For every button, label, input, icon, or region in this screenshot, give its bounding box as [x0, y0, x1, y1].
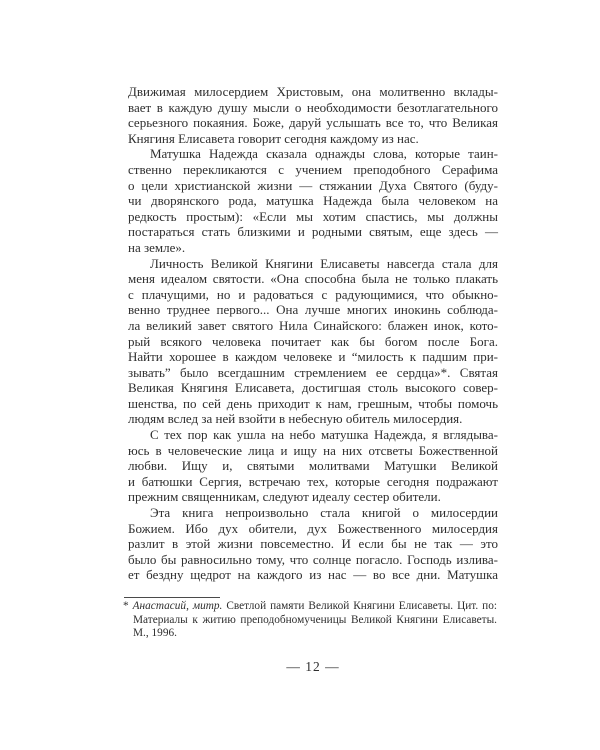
text-line: разлит в этой жизни повсеместно. И если бы не так — это [128, 536, 498, 552]
footnote-separator [124, 597, 220, 598]
text-line: Найти хорошее в каждом человеке и “милость к падшим при- [128, 349, 498, 365]
footnote-line [123, 600, 497, 614]
text-line: любви. Ищу и, святыми молитвами Матушки Великой [128, 458, 498, 474]
text-line: венно труднее первого... Она лучше многих инокинь соблюда- [128, 302, 498, 318]
text-line: вает в каждую душу мысли о необходимости безотлагательного [128, 99, 498, 115]
text-line: юсь в человеческие лица и ищу на них отсветы Божественной [128, 442, 498, 458]
text-line: и батюшки Сергия, встречаю тех, которые сегодня подражают [128, 473, 498, 489]
text-line: редкость простым): «Если мы хотим спастись, мы должны [128, 208, 498, 224]
text-line: зывать” было всегдашним стремлением ее сердца»*. Святая [128, 364, 498, 380]
footnote [123, 600, 497, 641]
page-number: — 12 — [286, 659, 340, 674]
text-line: ла великий завет святого Нила Синайского: блажен инок, кото- [128, 317, 498, 333]
text-line: Эта книга непроизвольно стала книгой о милосердии [150, 505, 498, 521]
text-line: Княгиня Елисавета говорит сегодня каждому из нас. [128, 130, 419, 146]
text-line: Божием. Ибо дух обители, дух Божественного милосердия [128, 520, 498, 536]
text-line: меня идеалом святости. «Она способна была не только плакать [128, 271, 498, 287]
text-line: рый всякого человека почитает как бы богом после Бога. [128, 333, 498, 349]
text-line: постараться стать близкими и родными святым, еще здесь — [128, 224, 498, 240]
text-line: о цели христианской жизни — стяжании Духа Святого (буду- [128, 177, 498, 193]
text-line: Личность Великой Княгини Елисаветы навсегда стала для [150, 255, 498, 271]
text-line: Великая Княгиня Елисавета, достигшая столь высокого совер- [128, 380, 498, 396]
text-line: с плачущими, но и радоваться с радующимися, что обыкно- [128, 286, 498, 302]
text-line: людям вслед за ней взойти в небесную обитель милосердия. [128, 411, 463, 427]
text-line: Матушка Надежда сказала однажды слова, которые таин- [150, 146, 498, 162]
text-line: на земле». [128, 239, 186, 255]
text-line: Движимая милосердием Христовым, она молитвенно вклады- [128, 84, 498, 99]
text-line: шенства, по сей день приходит к нам, грешным, чтобы помочь [128, 395, 498, 411]
footnote-citation: Светлой памяти Великой Княгини Елисаветы. Цит. по: [222, 600, 497, 612]
footnote-author: Анастасий, митр. [132, 600, 223, 612]
footnote-line: Материалы к житию преподобномученицы Великой Княгини Елисаветы. [133, 613, 497, 626]
text-line: С тех пор как ушла на небо матушка Надежда, я вглядыва- [150, 427, 498, 443]
text-line: ственно перекликаются с учением преподобного Серафима [128, 161, 498, 177]
text-line: прежним священникам, следуют идеалу сестер обители. [128, 489, 441, 505]
text-line: было бы равносильно тому, что солнце погасло. Господь излива- [128, 551, 498, 567]
footnote-line: М., 1996. [133, 627, 177, 639]
text-line: ет бездну щедрот на каждого из нас — во все дни. Матушка [128, 567, 498, 583]
text-line: чи дворянского рода, матушка Надежда была человеком на [128, 193, 498, 209]
page-text [128, 84, 498, 583]
text-line: серьезного покаяния. Боже, даруй услышать все то, что Великая [128, 115, 498, 131]
footnote-marker: * [123, 600, 129, 612]
